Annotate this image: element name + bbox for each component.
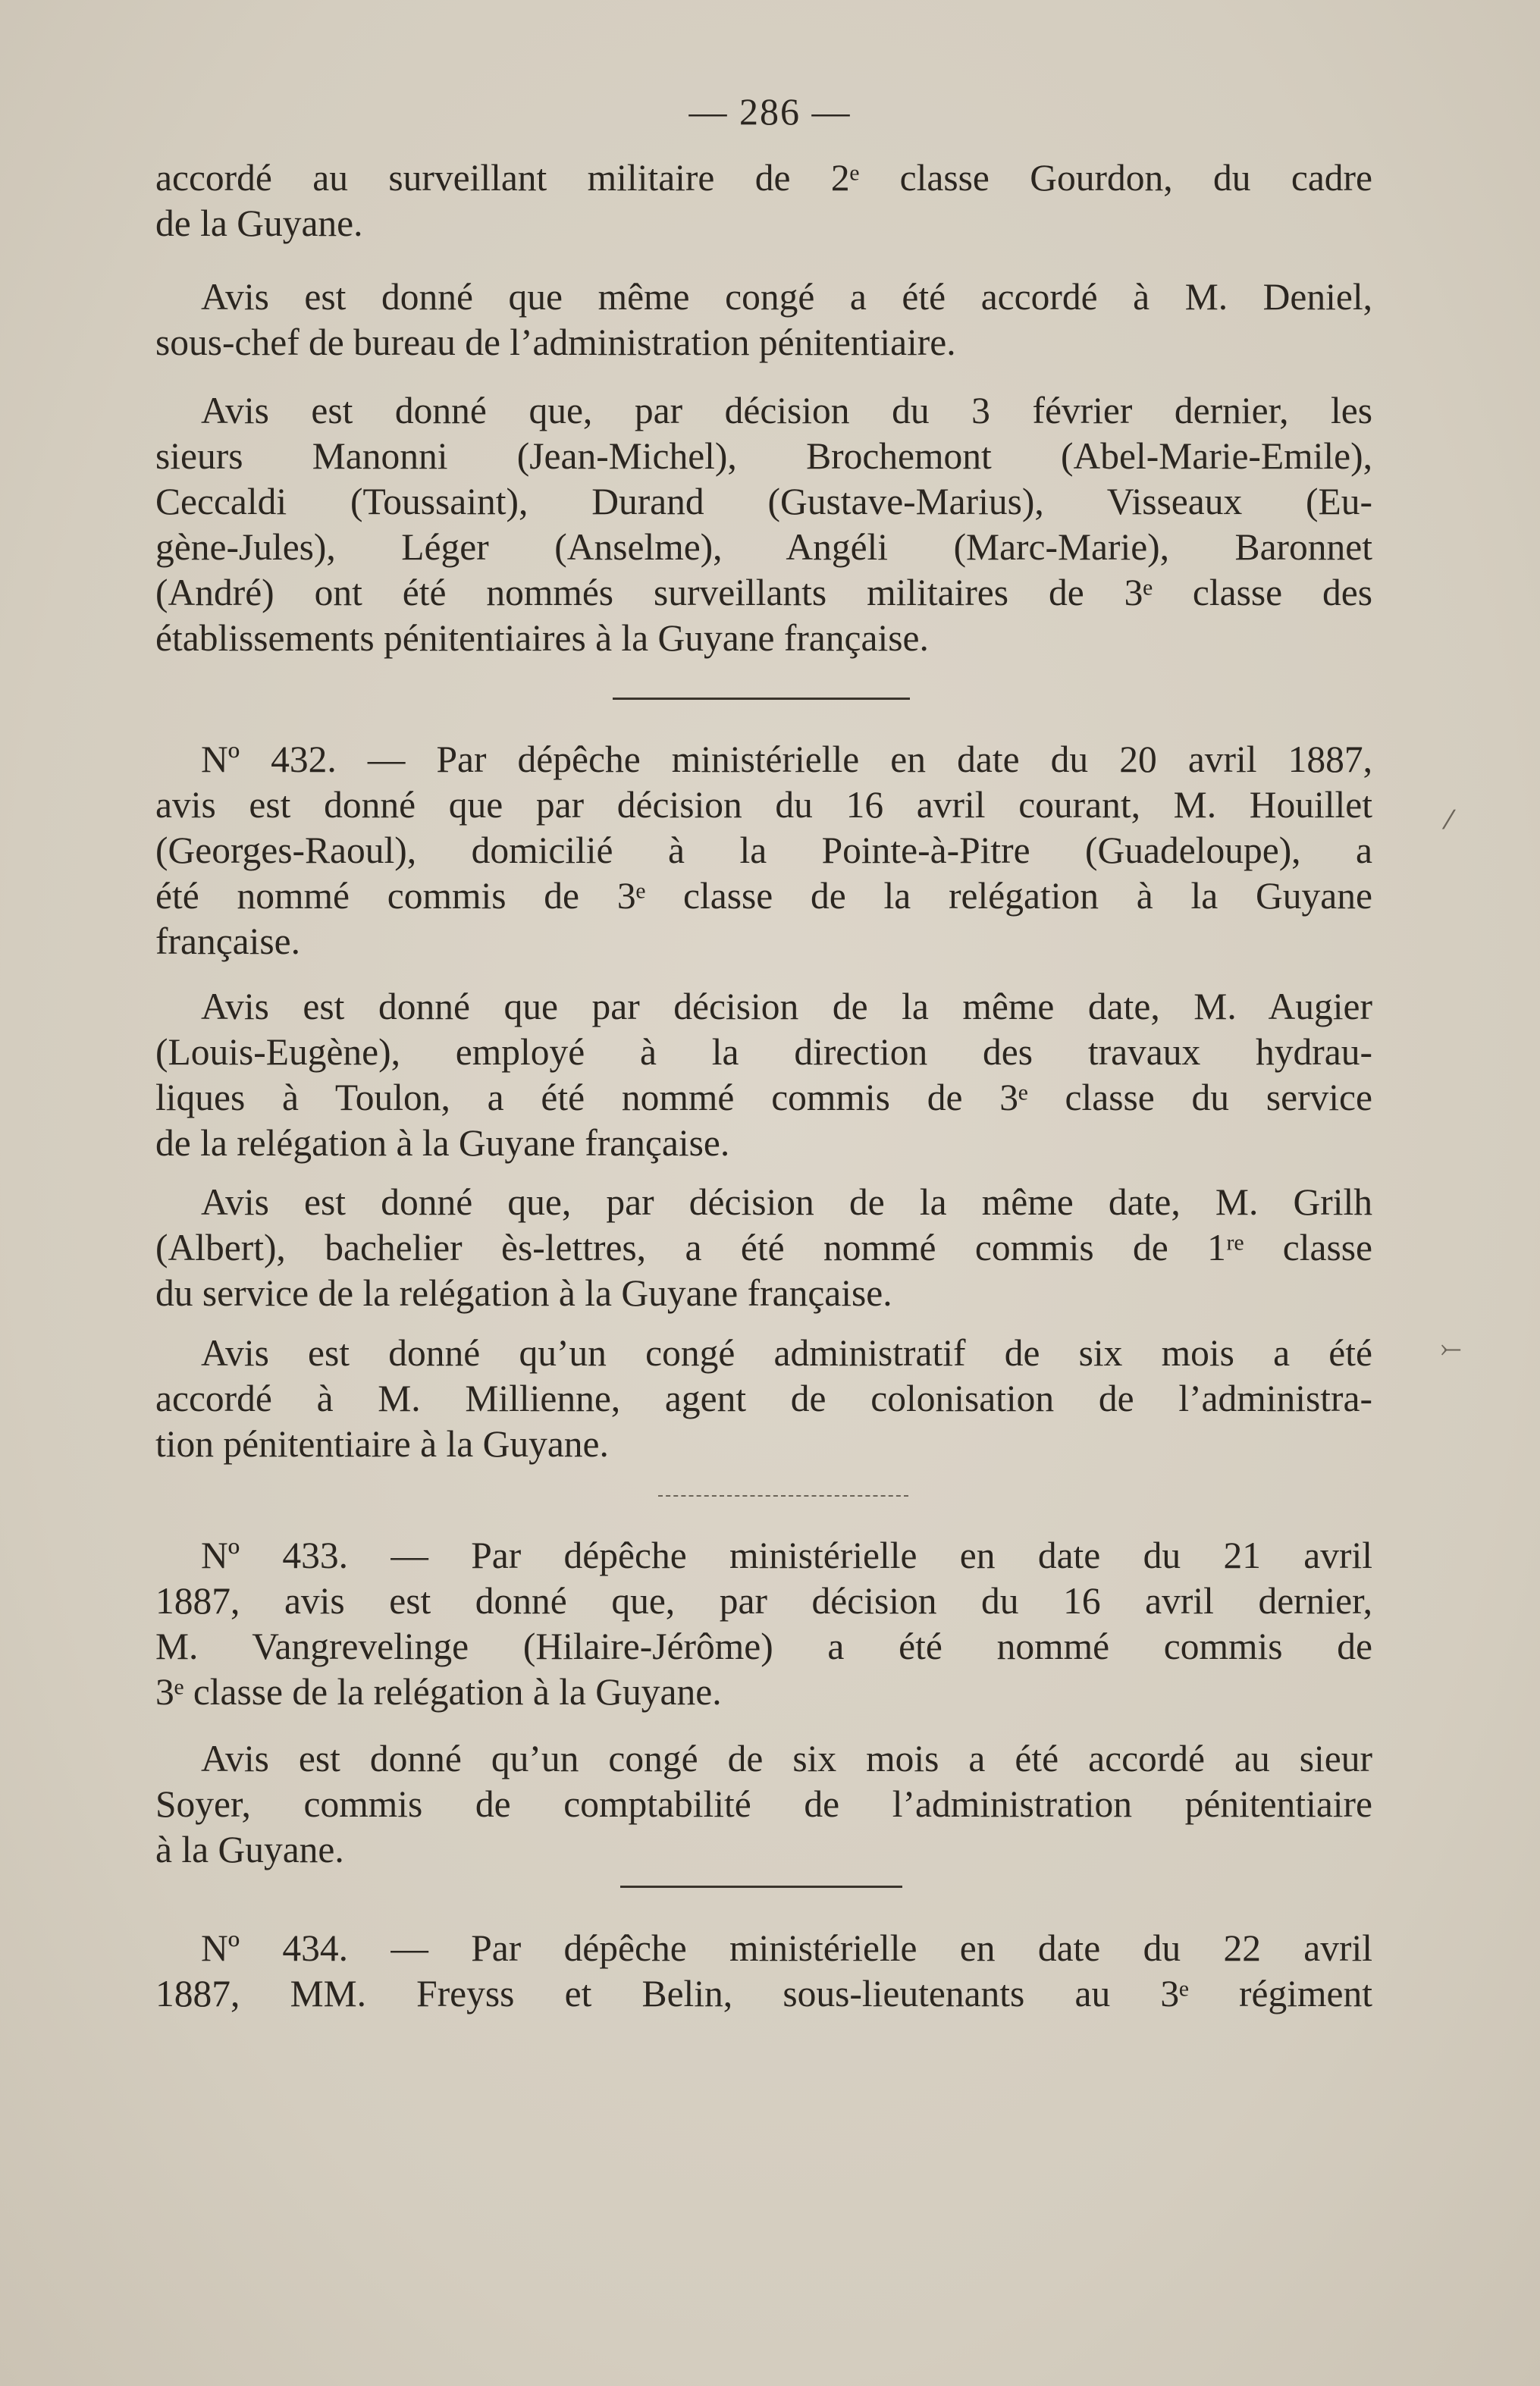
text-line: liques à Toulon, a été nommé commis de 3ᵉ classe du service: [155, 1077, 1372, 1118]
text-line: 1887, MM. Freyss et Belin, sous-lieutenants au 3ᵉ régiment: [155, 1973, 1372, 2014]
text-line: (Georges-Raoul), domicilié à la Pointe-à-Pitre (Guadeloupe), a: [155, 829, 1372, 871]
text-line: Avis est donné que, par décision du 3 février dernier, les: [201, 390, 1372, 431]
text-line: établissements pénitentiaires à la Guyane française.: [155, 617, 929, 659]
text-line: tion pénitentiaire à la Guyane.: [155, 1423, 609, 1465]
text-line: Avis est donné qu’un congé de six mois a été accordé au sieur: [201, 1738, 1372, 1779]
paragraph-continuation: [155, 155, 1372, 246]
text-line: à la Guyane.: [155, 1829, 344, 1870]
text-line: Ceccaldi (Toussaint), Durand (Gustave-Marius), Visseaux (Eu-: [155, 481, 1372, 522]
text-line: de la relégation à la Guyane française.: [155, 1122, 730, 1164]
text-line: (Albert), bachelier ès-lettres, a été nommé commis de 1ʳᵉ classe: [155, 1227, 1372, 1268]
text-line: de la Guyane.: [155, 202, 363, 244]
paragraph-deniel: [155, 274, 1372, 365]
text-line: (André) ont été nommés surveillants militaires de 3ᵉ classe des: [155, 572, 1372, 613]
entry-432: [155, 737, 1372, 964]
text-line: gène-Jules), Léger (Anselme), Angéli (Marc-Marie), Baronnet: [155, 526, 1372, 568]
text-line: accordé à M. Millienne, agent de colonisation de l’administra-: [155, 1378, 1372, 1419]
page-number: — 286 —: [688, 90, 852, 133]
section-divider: [613, 698, 910, 700]
text-line: M. Vangrevelinge (Hilaire-Jérôme) a été nommé commis de: [155, 1626, 1372, 1667]
text-line: (Louis-Eugène), employé à la direction des travaux hydrau-: [155, 1031, 1372, 1073]
text-line: Avis est donné que, par décision de la même date, M. Grilh: [201, 1181, 1372, 1223]
entry-434: [155, 1926, 1372, 2017]
text-line: été nommé commis de 3ᵉ classe de la relégation à la Guyane: [155, 875, 1372, 917]
text-line: sieurs Manonni (Jean-Michel), Brochemont (Abel-Marie-Emile),: [155, 435, 1372, 477]
text-line: Nº 433. — Par dépêche ministérielle en date du 21 avril: [201, 1535, 1372, 1576]
paragraph-augier: [155, 984, 1372, 1166]
section-divider: [658, 1495, 908, 1497]
text-line: accordé au surveillant militaire de 2ᵉ classe Gourdon, du cadre: [155, 157, 1372, 199]
text-line: Nº 434. — Par dépêche ministérielle en date du 22 avril: [201, 1927, 1372, 1969]
text-line: 3ᵉ classe de la relégation à la Guyane.: [155, 1671, 722, 1713]
margin-mark: ⤚: [1441, 1333, 1462, 1363]
text-line: 1887, avis est donné que, par décision du 16 avril dernier,: [155, 1580, 1372, 1622]
text-line: Avis est donné que même congé a été accordé à M. Deniel,: [201, 276, 1372, 318]
text-line: française.: [155, 920, 300, 962]
margin-mark: ⁄: [1447, 805, 1451, 836]
text-line: du service de la relégation à la Guyane française.: [155, 1272, 892, 1314]
paragraph-millienne: [155, 1331, 1372, 1467]
paragraph-surveillants: [155, 388, 1372, 661]
text-line: sous-chef de bureau de l’administration pénitentiaire.: [155, 321, 956, 363]
entry-433: [155, 1533, 1372, 1715]
text-line: Avis est donné que par décision de la même date, M. Augier: [201, 986, 1372, 1027]
paragraph-soyer: [155, 1736, 1372, 1873]
text-line: avis est donné que par décision du 16 avril courant, M. Houillet: [155, 784, 1372, 826]
section-divider: [620, 1886, 902, 1888]
text-line: Avis est donné qu’un congé administratif de six mois a été: [201, 1332, 1372, 1374]
text-line: Soyer, commis de comptabilité de l’administration pénitentiaire: [155, 1783, 1372, 1825]
paragraph-grilh: [155, 1180, 1372, 1316]
text-line: Nº 432. — Par dépêche ministérielle en date du 20 avril 1887,: [201, 738, 1372, 780]
